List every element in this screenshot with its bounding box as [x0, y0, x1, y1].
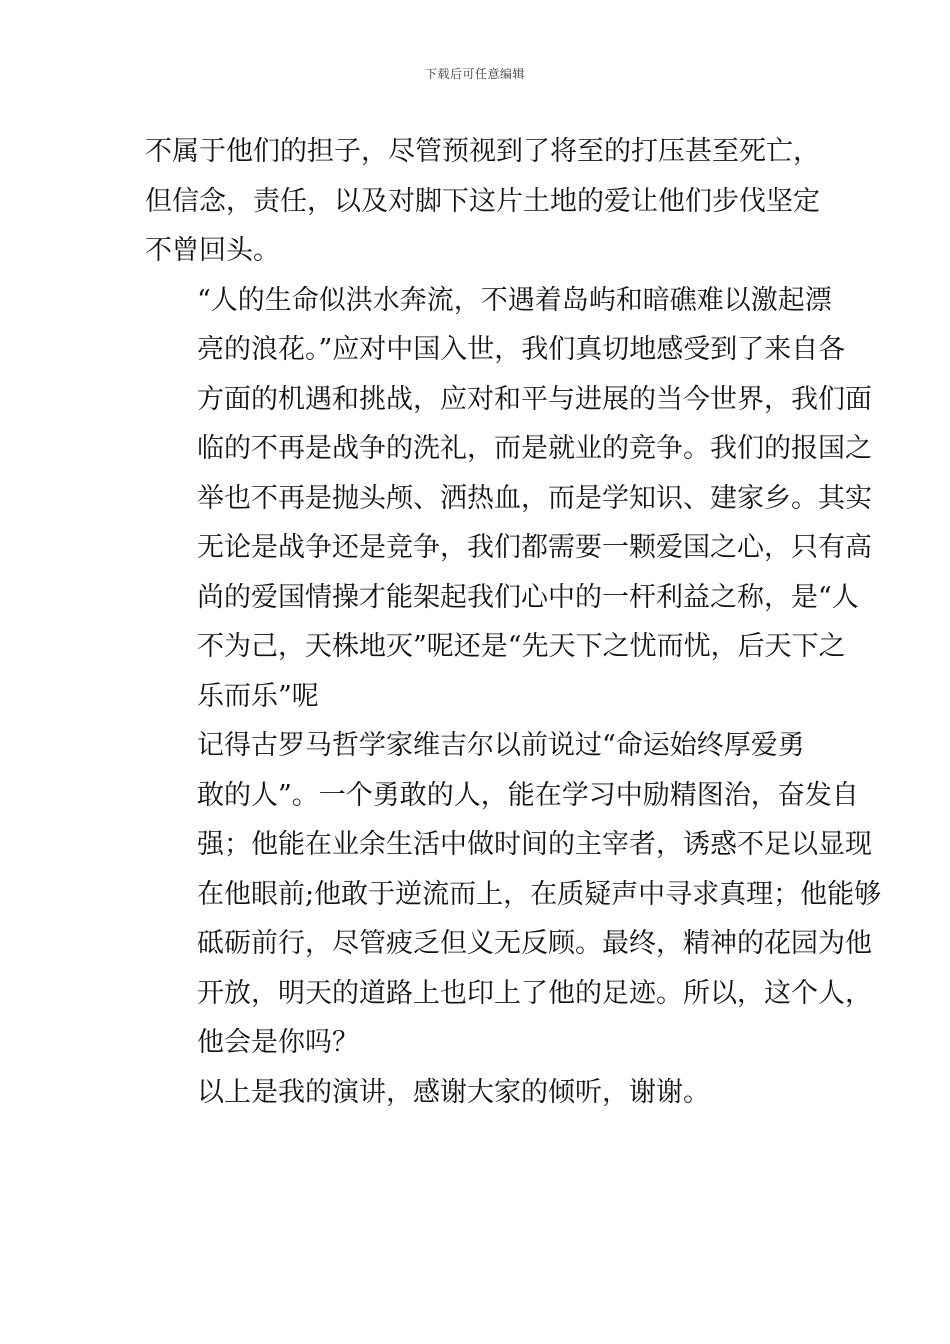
- document-body: [145, 127, 882, 1117]
- paragraph: [145, 721, 882, 1068]
- text-line: 以上是我的演讲，感谢大家的倾听，谢谢。: [197, 1076, 710, 1108]
- text-line: 记得古罗马哲学家维吉尔以前说过“命运始终厚爱勇: [197, 730, 805, 761]
- text-line: 开放，明天的道路上也印上了他的足迹。所以，这个人，: [197, 977, 872, 1009]
- text-line: 举也不再是抛头颅、洒热血，而是学知识、建家乡。其实: [197, 482, 872, 514]
- page-header: 下载后可任意编辑: [424, 67, 525, 81]
- text-line: 无论是战争还是竞争，我们都需要一颗爱国之心，只有高: [197, 532, 872, 563]
- text-line: 方面的机遇和挑战，应对和平与进展的当今世界，我们面: [197, 383, 872, 415]
- text-line: 敢的人”。一个勇敢的人，能在学习中励精图治，奋发自: [197, 779, 859, 811]
- paragraph: [145, 1068, 805, 1118]
- text-line: 砥砺前行，尽管疲乏但义无反顾。最终，精神的花园为他: [197, 928, 872, 959]
- text-line: 亮的浪花。”应对中国入世，我们真切地感受到了来自各: [197, 334, 846, 365]
- text-line: 但信念，责任，以及对脚下这片土地的爱让他们步伐坚定: [145, 185, 820, 217]
- text-line: 不属于他们的担子，尽管预视到了将至的打压甚至死亡，: [145, 136, 820, 167]
- text-line: “人的生命似洪水奔流，不遇着岛屿和暗礁难以激起漂: [197, 284, 832, 316]
- paragraph: [145, 127, 820, 276]
- paragraph: [145, 276, 872, 722]
- text-line: 强；他能在业余生活中做时间的主宰者，诱惑不足以显现: [197, 829, 872, 860]
- text-line: 在他眼前;他敢于逆流而上，在质疑声中寻求真理；他能够: [197, 878, 882, 910]
- text-line: 不曾回头。: [145, 235, 280, 266]
- text-line: 乐而乐”呢: [197, 680, 319, 712]
- text-line: 他会是你吗？: [197, 1027, 359, 1058]
- text-line: 不为己，天株地灭”呢还是“先天下之忧而忧，后天下之: [197, 631, 846, 662]
- text-line: 尚的爱国情操才能架起我们心中的一杆利益之称，是“人: [197, 581, 859, 613]
- text-line: 临的不再是战争的洗礼，而是就业的竞争。我们的报国之: [197, 433, 872, 464]
